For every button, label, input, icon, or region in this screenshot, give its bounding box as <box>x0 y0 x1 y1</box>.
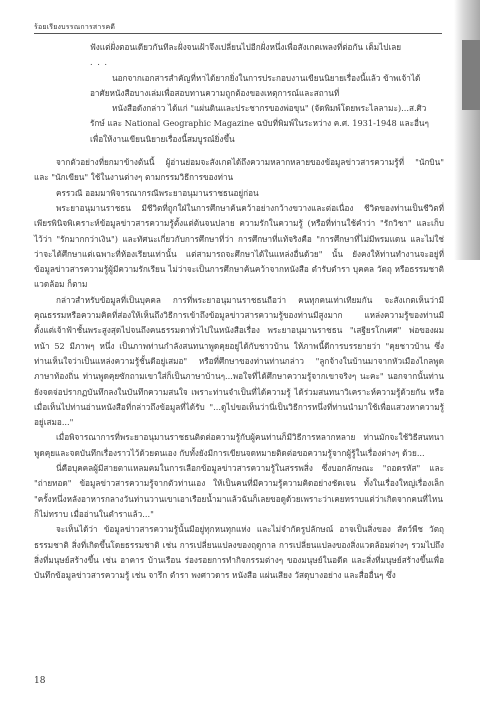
header-divider <box>34 33 442 34</box>
adjacent-page-tab <box>462 40 480 110</box>
quote-paragraph: นอกจากเอกสารสำคัญที่หาได้ยากยิ่งในการประกอบงานเขียนนิยายเรื่องนี้แล้ว ข้าพเจ้าได้อาศัยหนังสือบางเล่มเพื่อสอบทานความถูกต้องของเหตุการณ์และสถานที่ <box>90 72 421 98</box>
body-paragraph: นี่คือบุคคลผู้มีสายตาแหลมคมในการเลือกข้อมูลข่าวสารความรู้ในสรรพสิ่ง ซึ่งบอกลักษณะ "ถอดรหัส" และ "ถ่ายทอด" ข้อมูลข่าวสารความรู้จากตัวท่านเอง ให้เป็นคนที่มีความรู้ความคิดอย่างชัดเจน ทั้งในเรื่องใหญ่เรื่องเล็ก "ครั้งหนึ่งหลังอาหารกลางวันท่านวานเขาเอาเรือยน้ำมาแล้วฉันก็เลยขอดูด้วยเพราะว่าเคยทราบแต่ว่าเกิดจากคนที่ไหนก็ไม่ทราบ เมื่ออ่านในตำราแล้ว..." <box>34 463 444 519</box>
body-paragraph: จะเห็นได้ว่า ข้อมูลข่าวสารความรู้นั้นมีอยู่ทุกหนทุกแห่ง และไม่จำกัดรูปลักษณ์ อาจเป็นสิ่งของ สัตว์พืช วัตถุธรรมชาติ สิ่งที่เกิดขึ้นโดยธรรมชาติ เช่น การเปลี่ยนแปลงของฤดูกาล การเปลี่ยนแปลงของสิ่งแวดล้อมต่างๆ รวมไปถึงสิ่งที่มนุษย์สร้างขึ้น เช่น อาคาร บ้านเรือน ร่องรอยการทำกิจกรรมต่างๆ ของมนุษย์ในอดีต และสิ่งที่มนุษย์สร้างขึ้นเพื่อบันทึกข้อมูลข่าวสารความรู้ เช่น จารึก ตำรา พงศาวดาร หนังสือ แผ่นเสียง วัสดุบางอย่าง และสื่ออื่นๆ ซึ่ง <box>34 524 444 581</box>
body-paragraph: ครรวณี ออมมาพิจารณากรณีพระยาอนุมานราชธนอยู่ก่อน <box>56 187 259 198</box>
quote-ellipsis: . . . <box>90 57 109 68</box>
body-paragraph: กล่าวสำหรับข้อมูลที่เป็นบุคคล การที่พระยาอนุมานราชธนถือว่า คนทุกคนเท่าเทียมกัน จะสังเกตเห็นว่ามีคุณธรรมหรือความคิดที่ส่องให้เห็นถึงวิธีการเข้าถึงข้อมูลข่าวสารความรู้ของท่านมีสูงมาก แหล่งความรู้ของท่านมีตั้งแต่เจ้าฟ้าชั้นพระสูงสุดไปจนถึงคนธรรมดาทั่วไปในหนังสือเรื่อง พระยาอนุมานราชธน "เสฐียรโกเศศ" พ่อของผม หน้า 52 มีภาพๆ หนึ่ง เป็นภาพท่านกำลังสนทนาพูดคุยอยู่ได้กับชาวบ้าน ให้ภาพนี้ดีการบรรยายว่า "คุยชาวบ้าน ซึ่งท่านเห็นใจว่าเป็นแหล่งความรู้ชั้นดีอยู่เสมอ" หรือที่ศึกษาของท่านท่านกล่าว "ลูกจ้างในบ้านมาจากหัวเมืองไกลพูดภาษาท้องถิ่น ท่านพูดคุยซักถามเขาใส่ก็เป็นภาษาบ้านๆ...พอใจที่ได้ศึกษาความรู้จากเขาจริงๆ นะคะ" นอกจากนั้นท่านยังจดจ่อปรากฏบันทึกลงในบันทึกความสนใจ เพราะท่านจำเป็นที่ได้ความรู้ ได้ร่วมสนทนาวิเคราะห์ความรู้ด้วยกัน หรือเมื่อเห็นไปท่านอ่านหนังสือที่กล่าวถึงข้อมูลที่ได้รับ "...ดูไปขอเห็นว่านี่เป็นวิธีการหนึ่งที่ท่านนำมาใช้เพื่อแสวงหาความรู้อยู่เสมอ..." <box>34 294 444 428</box>
adjacent-page-edge <box>454 0 480 260</box>
body-paragraph: พระยาอนุมานราชธน มีชีวิตที่ถูกใฝ่ในการศึกษาค้นคว้าอย่างกว้างขวางและต่อเนื่อง ชีวิตของท่านเป็นชีวิตที่เพียรพินิจพิเคราะห์ข้อมูลข่าวสารความรู้ตั้งแต่ต้นจนปลาย ความรักในความรู้ (หรือที่ท่านใช้คำว่า "รักวิชา" และเก็บไว้ว่า "รักมากกว่าเงิน") และทัศนะเกี่ยวกับการศึกษาที่ว่า การศึกษาที่แท้จริงคือ "การศึกษาที่ไม่มีพรมแดน และไม่ใช่ว่าจะได้ศึกษาแต่เฉพาะที่ห้องเรียนเท่านั้น แต่สามารถจะศึกษาได้ในแหล่งอื่นด้วย" นั้น ยังคงให้ท่านทำงานจะอยู่ที่ข้อมูลข่าวสารความรู้ผู้มีความรักเรียน ไม่ว่าจะเป็นการศึกษาค้นคว้าจากหนังสือ ตำรับตำรา บุคคล วัตถุ หรือธรรมชาติแวดล้อม ก็ตาม <box>34 202 444 290</box>
quote-line: ฟังแต่ฝั่งตอนเดียวกันทีละฝั่งจนเฝ้าจึงเปลี่ยนไปอีกฝั่งหนึ่งเพื่อสังเกตเพลงที่ต่อกัน เต็มไปเลย <box>90 42 402 52</box>
running-header: ร้อยเรียงบรรณการสารคดี <box>34 23 116 31</box>
body-paragraph: จากตัวอย่างที่ยกมาข้างต้นนี้ ผู้อ่านย่อมจะสังเกตได้ถึงความหลากหลายของข้อมูลข่าวสารความรู้ที่ "นักบิน" และ "นักเขียน" ใช้ในงานต่างๆ ตามกรรมวิธีการของท่าน <box>34 157 444 183</box>
quote-paragraph: หนังสือดังกล่าว ได้แก่ "แผ่นดินและประชากรของพ่อขุน" (จัดพิมพ์โดยพระไลลามะ)...ส.ศิวรักษ์ และ National Geographic Magazine ฉบับที่พิมพ์ในระหว่าง ค.ศ. 1931-1948 และอื่นๆ เพื่อให้งานเขียนนิยายเรื่องนี้สมบูรณ์ยิ่งขึ้น <box>90 103 429 144</box>
page-body <box>34 40 444 583</box>
block-quote <box>34 40 444 147</box>
page-number: 18 <box>34 676 46 686</box>
body-paragraph: เมื่อพิจารณาการที่พระยาอนุมานราชธนติดต่อความรู้กับผู้คนท่านก็มีวิธีการหลากหลาย ท่านมักจะใช้วิธีสนทนาพูดคุยและจดบันทึกเรื่องราวไว้ด้วยตนเอง กับทั้งยังมีการเขียนจดหมายติดต่อขอความรู้จากผู้รู้ในเรื่องต่างๆ ด้วย... <box>34 432 444 458</box>
